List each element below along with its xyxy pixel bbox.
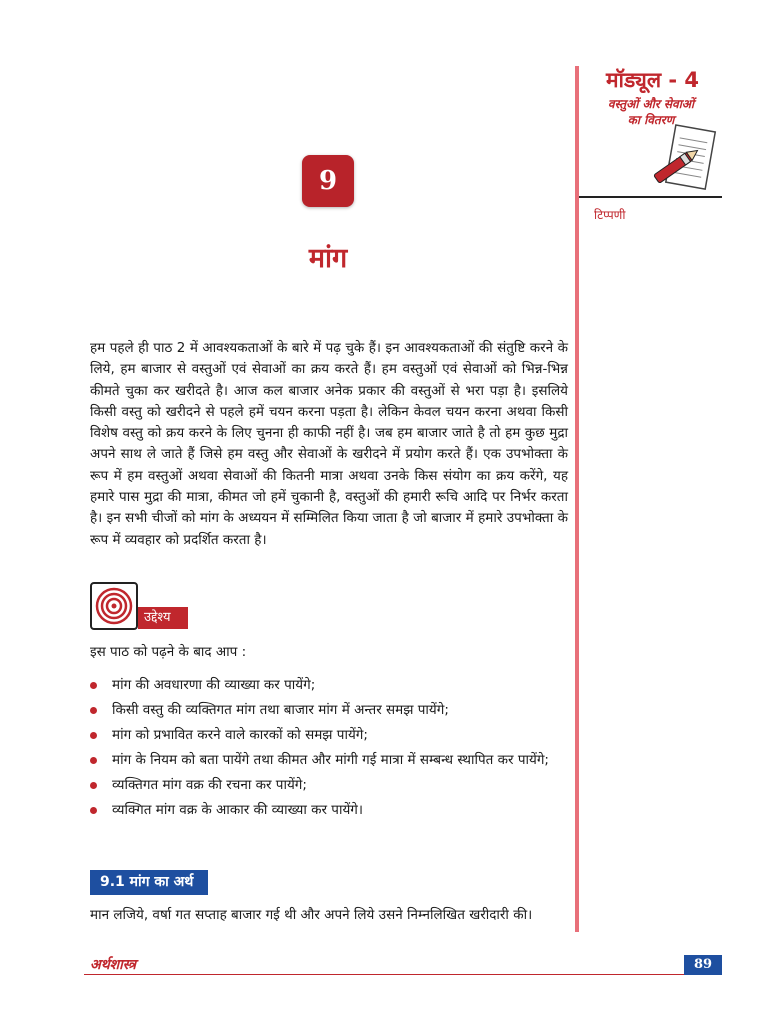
list-item: [90, 675, 570, 696]
objective-text: व्यक्गित मांग वक्र के आकार की व्याख्या कर पायेंगे।: [112, 802, 364, 818]
objectives-lead: इस पाठ को पढ़ने के बाद आप :: [90, 644, 247, 660]
section-text: मान लजिये, वर्षा गत सप्ताह बाजार गई थी और अपने लिये उसने निम्नलिखित खरीदारी की।: [90, 907, 533, 923]
notepad-pencil-icon: [650, 120, 722, 198]
objective-text: मांग की अवधारणा की व्याख्या कर पायेंगे;: [112, 677, 316, 693]
objectives-list: [90, 675, 570, 825]
bullet-icon: [90, 682, 97, 689]
list-item: [90, 725, 570, 746]
intro-paragraph: हम पहले ही पाठ 2 में आवश्यकताओं के बारे में पढ़ चुके हैं। इन आवश्यकताओं की संतुष्टि करने के लिये, हम बाजार से वस्तुओं एवं सेवाओं का क्रय करते हैं। हम वस्तुओं एवं सेवाओं को भिन्न-भिन्न कीमते चुका कर खरीदते है। आज कल बाजार अनेक प्रकार की वस्तुओं से भरा पड़ा है। इसलिये किसी वस्तु को खरीदने से पहले हमें चयन करना पड़ता है। लेकिन केवल चयन करना अथवा किसी विशेष वस्तु को क्रय करने के लिए चुनना ही काफी नहीं है। जब हम बाजार जाते है तो हम कुछ मुद्रा अपने साथ ले जाते हैं जिसे हम वस्तु और सेवाओं के खरीदने में प्रयोग करते हैं। एक उपभोक्ता के रूप में हम वस्तुओं अथवा सेवाओं की कितनी मात्रा अथवा उनके किस संयोग का क्रय करेंगे, यह हमारे पास मुद्रा की मात्रा, कीमत जो हमें चुकानी है, वस्तुओं की हमारी रूचि आदि पर निर्भर करता है। इन सभी चीजों को मांग के अध्ययन में सम्मिलित किया जाता है जो बाजार में हमारे उपभोक्ता के रूप में व्यवहार को प्रदर्शित करता है।: [90, 340, 568, 548]
list-item: [90, 700, 570, 721]
notes-label: टिप्पणी: [594, 208, 626, 222]
chapter-number-badge: 9: [302, 155, 354, 207]
objective-text: किसी वस्तु की व्यक्तिगत मांग तथा बाजार मांग में अन्तर समझ पायेंगे;: [112, 702, 449, 718]
module-subtitle-line1: वस्तुओं और सेवाओं: [607, 97, 695, 111]
footer-subject: अर्थशास्त्र: [90, 957, 136, 973]
bullet-icon: [90, 782, 97, 789]
objectives-tab: उद्देश्य: [138, 607, 188, 629]
target-icon: [90, 582, 138, 630]
margin-divider: [579, 196, 722, 198]
objective-text: व्यक्तिगत मांग वक्र की रचना कर पायेंगे;: [112, 777, 307, 793]
bullet-icon: [90, 732, 97, 739]
list-item: [90, 800, 570, 821]
bullet-icon: [90, 707, 97, 714]
objective-text: मांग को प्रभावित करने वाले कारकों को समझ पायेंगे;: [112, 727, 368, 743]
objective-text: मांग के नियम को बता पायेंगे तथा कीमत और मांगी गई मात्रा में सम्बन्ध स्थापित कर पायेंगे;: [112, 752, 549, 768]
chapter-title: मांग: [308, 243, 348, 274]
module-subtitle-line2: का वितरण: [627, 113, 675, 127]
page-number: 89: [684, 955, 722, 975]
bullet-icon: [90, 757, 97, 764]
footer-rule: [84, 974, 722, 975]
list-item: [90, 750, 570, 771]
section-heading: 9.1 मांग का अर्थ: [90, 870, 208, 895]
bullet-icon: [90, 807, 97, 814]
list-item: [90, 775, 570, 796]
module-title: मॉड्यूल - 4: [606, 68, 700, 92]
